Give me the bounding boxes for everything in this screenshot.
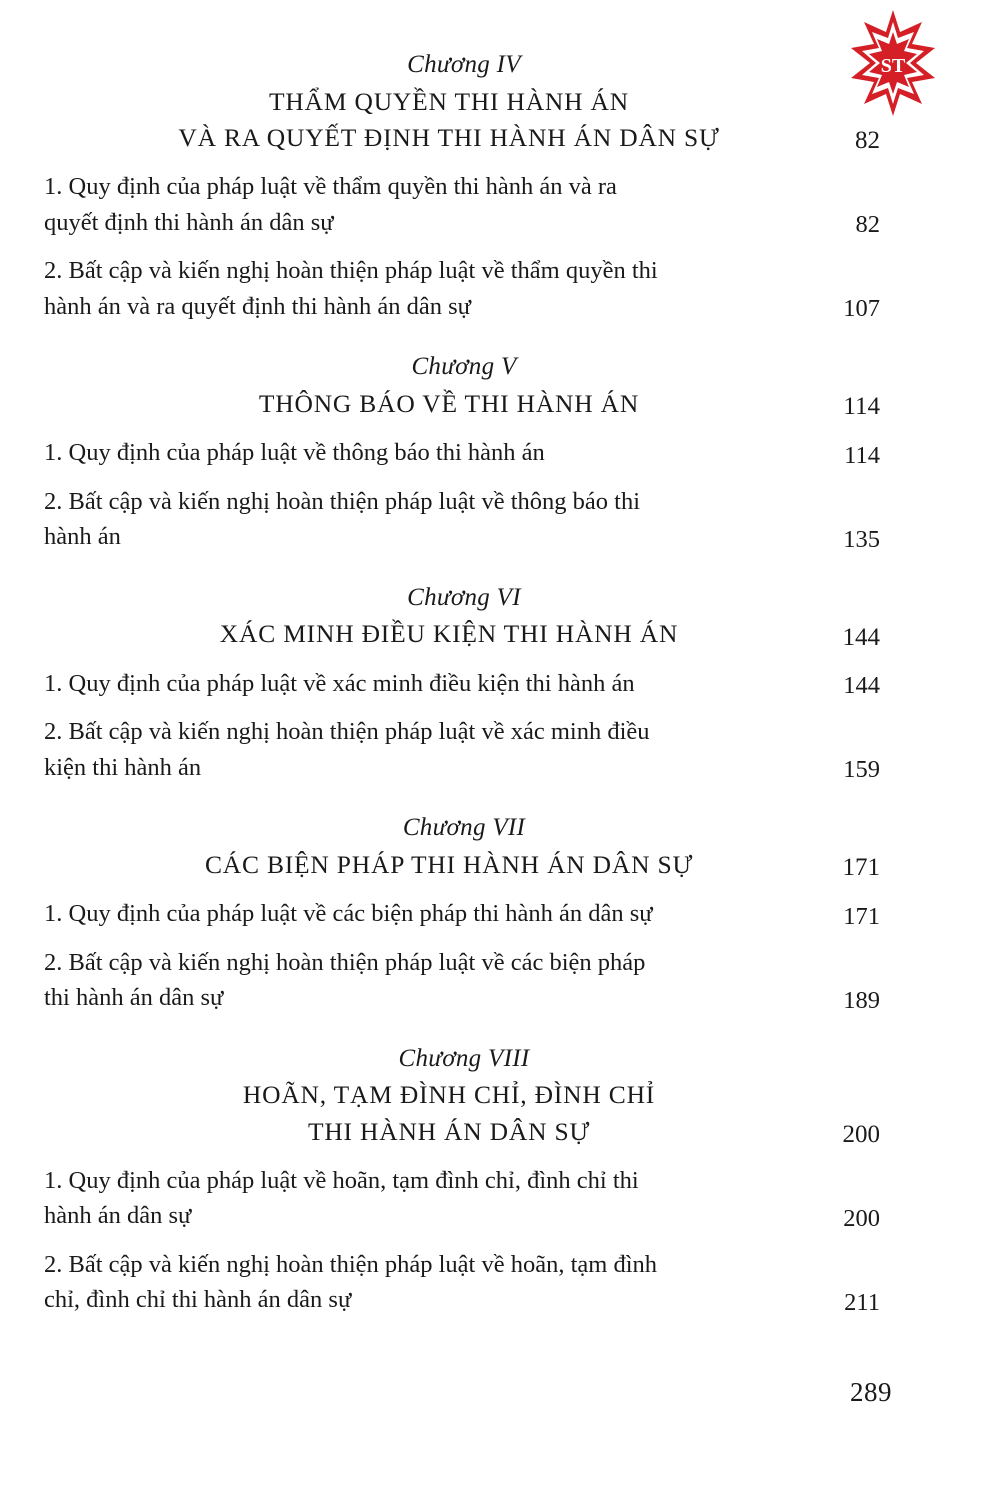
- toc-entry-text: [44, 1247, 794, 1318]
- chapter-title: [44, 84, 794, 156]
- toc-entry-text: [44, 1163, 794, 1234]
- toc-entry-line: 1. Quy định của pháp luật về xác minh điều kiện thi hành án: [44, 669, 635, 697]
- chapter-title-line: THI HÀNH ÁN DÂN SỰ: [307, 1116, 591, 1146]
- chapter-title-row: [44, 847, 884, 883]
- toc-entry-line: 1. Quy định của pháp luật về thông báo thi hành án: [44, 439, 545, 467]
- toc-entry-page-number: 189: [843, 986, 880, 1014]
- toc-entry: [44, 1163, 884, 1234]
- toc-entry-page-number: 144: [843, 672, 880, 700]
- chapter-title-row: [44, 386, 884, 422]
- svg-text:ST: ST: [880, 55, 906, 77]
- toc-entry-line: hành án dân sự: [44, 1202, 192, 1230]
- toc-entry-text: [44, 896, 794, 932]
- chapter-label: Chương VI: [407, 583, 521, 611]
- toc-entry: [44, 1247, 884, 1318]
- toc-entry-line: 1. Quy định của pháp luật về hoãn, tạm đình chỉ, đình chỉ thi: [44, 1166, 639, 1194]
- toc-entry-line: kiện thi hành án: [44, 753, 202, 781]
- toc-entry-page-number: 211: [844, 1288, 880, 1316]
- chapter-page-number: 200: [842, 1120, 880, 1148]
- toc-entry: [44, 169, 884, 240]
- chapter-title: [44, 847, 794, 883]
- chapter-title-line: HOÃN, TẠM ĐÌNH CHỈ, ĐÌNH CHỈ: [242, 1080, 656, 1110]
- chapter-title: [44, 616, 794, 652]
- toc-entry-page-number: 107: [843, 295, 880, 323]
- toc-entry-text: [44, 666, 794, 702]
- toc-entry-text: [44, 435, 794, 471]
- toc-entry-line: chỉ, đình chỉ thi hành án dân sự: [44, 1286, 352, 1314]
- chapter-label: Chương V: [411, 353, 517, 381]
- chapter-title-line: XÁC MINH ĐIỀU KIỆN THI HÀNH ÁN: [219, 619, 679, 649]
- chapter-label: Chương IV: [407, 51, 521, 78]
- toc-entry-page-number: 159: [843, 756, 880, 784]
- chapter-block: [44, 350, 884, 555]
- toc-entry-line: 2. Bất cập và kiến nghị hoàn thiện pháp luật về thông báo thi: [44, 487, 641, 515]
- chapter-title-line: VÀ RA QUYẾT ĐỊNH THI HÀNH ÁN DÂN SỰ: [178, 122, 720, 152]
- chapter-label: Chương VII: [402, 814, 526, 842]
- chapter-page-number: 171: [842, 854, 880, 882]
- chapter-block: [44, 581, 884, 786]
- toc-entry-line: hành án: [44, 523, 121, 551]
- toc-entry: [44, 945, 884, 1016]
- toc-entry-text: [44, 169, 794, 240]
- toc-entry-line: 2. Bất cập và kiến nghị hoàn thiện pháp luật về thẩm quyền thi: [44, 257, 658, 285]
- chapter-title-line: THÔNG BÁO VỀ THI HÀNH ÁN: [258, 388, 640, 418]
- toc-entry-line: hành án và ra quyết định thi hành án dân sự: [44, 292, 471, 320]
- toc-entry: [44, 666, 884, 702]
- toc-entry-page-number: 171: [843, 902, 880, 930]
- chapter-title-line: CÁC BIỆN PHÁP THI HÀNH ÁN DÂN SỰ: [204, 849, 694, 879]
- chapter-title-row: [44, 1077, 884, 1149]
- toc-entry-line: 1. Quy định của pháp luật về các biện pháp thi hành án dân sự: [44, 900, 653, 928]
- toc-entry-page-number: 200: [843, 1204, 880, 1232]
- chapter-page-number: 82: [855, 127, 880, 155]
- toc-entry-text: [44, 253, 794, 324]
- toc-entry: [44, 253, 884, 324]
- toc-entry-text: [44, 484, 794, 555]
- toc-entry-line: 2. Bất cập và kiến nghị hoàn thiện pháp luật về hoãn, tạm đình: [44, 1250, 658, 1278]
- table-of-contents: [44, 48, 884, 1324]
- chapter-title-row: [44, 84, 884, 156]
- toc-entry-line: 2. Bất cập và kiến nghị hoàn thiện pháp luật về xác minh điều: [44, 718, 650, 746]
- chapter-block: [44, 1042, 884, 1318]
- toc-entry: [44, 435, 884, 471]
- chapter-page-number: 114: [843, 393, 880, 421]
- toc-entry-page-number: 114: [844, 441, 880, 469]
- toc-entry: [44, 714, 884, 785]
- toc-entry-line: 2. Bất cập và kiến nghị hoàn thiện pháp luật về các biện pháp: [44, 948, 646, 976]
- chapter-title-line: THẨM QUYỀN THI HÀNH ÁN: [269, 86, 629, 116]
- chapter-title: [44, 386, 794, 422]
- chapter-title: [44, 1077, 794, 1149]
- page-folio-number: 289: [850, 1377, 892, 1407]
- toc-entry-line: thi hành án dân sự: [44, 984, 224, 1012]
- toc-entry-line: quyết định thi hành án dân sự: [44, 208, 334, 236]
- toc-entry-text: [44, 714, 794, 785]
- toc-entry: [44, 896, 884, 932]
- chapter-block: [44, 48, 884, 324]
- toc-entry-page-number: 82: [855, 211, 880, 239]
- toc-entry: [44, 484, 884, 555]
- toc-entry-line: 1. Quy định của pháp luật về thẩm quyền thi hành án và ra: [44, 173, 617, 201]
- chapter-page-number: 144: [842, 623, 880, 651]
- toc-entry-page-number: 135: [843, 525, 880, 553]
- chapter-block: [44, 811, 884, 1016]
- toc-entry-text: [44, 945, 794, 1016]
- chapter-title-row: [44, 616, 884, 652]
- chapter-label: Chương VIII: [398, 1044, 530, 1072]
